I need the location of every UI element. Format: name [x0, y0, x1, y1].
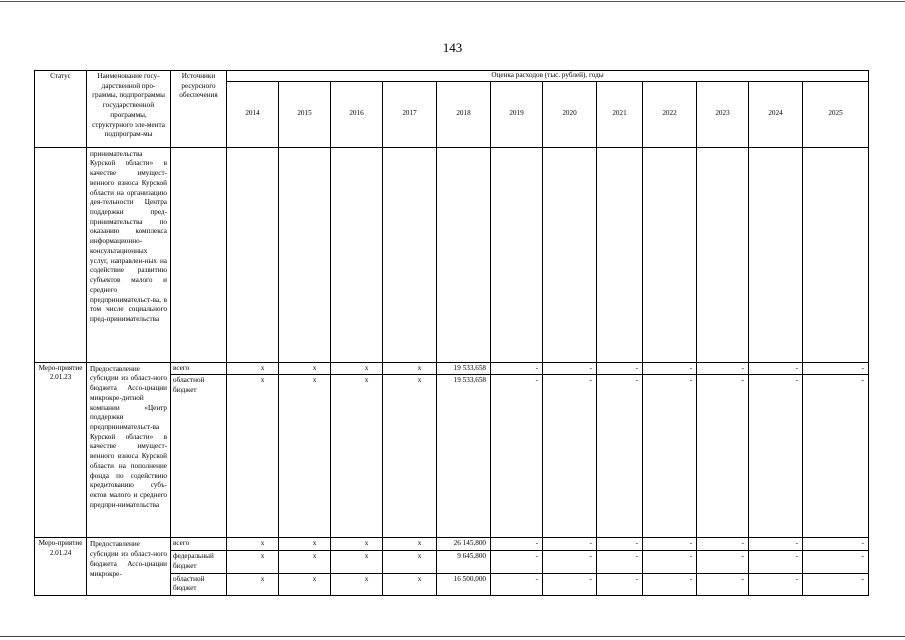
- continuation-name: принимательства Курской области» в качестве имущест-венного взноса Курской области на организацию дея-тельности Центра поддержки пред-принимательства по оказанию комплекса информационно-консультационных услуг, направлен-ных на содействие развитию субъектов малого и среднего предпринимательст-ва, в том числе социального пред-принимательства: [87, 147, 171, 362]
- value-2018: 26 145,800: [437, 538, 491, 551]
- status-cell: Меро-приятие 2.01.23: [35, 362, 87, 538]
- source-label: областной бюджет: [171, 573, 227, 595]
- year-2014: 2014: [227, 81, 279, 147]
- year-2016: 2016: [331, 81, 383, 147]
- year-2017: 2017: [383, 81, 437, 147]
- year-2015: 2015: [279, 81, 331, 147]
- page-number: 143: [442, 40, 463, 55]
- expense-table: [34, 70, 869, 596]
- source-label: всего: [171, 362, 227, 375]
- header-sources: Источники ресурсного обеспечения: [171, 71, 227, 148]
- year-2023: 2023: [697, 81, 749, 147]
- source-label: федеральный бюджет: [171, 551, 227, 573]
- year-2020: 2020: [543, 81, 597, 147]
- year-2018: 2018: [437, 81, 491, 147]
- year-2024: 2024: [749, 81, 803, 147]
- value-2018: 9 645,800: [437, 551, 491, 573]
- table-row: областной бюджет x x x x 19 533,658 - - - - - - -: [35, 375, 869, 538]
- header-status: Статус: [35, 71, 87, 148]
- year-2019: 2019: [491, 81, 543, 147]
- table-row: областной бюджет x x x x 16 500,000 - - - - - - -: [35, 573, 869, 595]
- header-estimate: Оценка расходов (тыс. рублей), годы: [227, 71, 869, 82]
- year-2022: 2022: [643, 81, 697, 147]
- value-2018: 19 533,658: [437, 362, 491, 375]
- table-row: федеральный бюджет x x x x 9 645,800 - - - - - - -: [35, 551, 869, 573]
- source-label: всего: [171, 538, 227, 551]
- value-2018: 19 533,658: [437, 375, 491, 538]
- source-label: областной бюджет: [171, 375, 227, 538]
- header-name: Наименование госу-дарственной про-граммы, подпрограммы государственной программы, структурного эле-мента подпрограм-мы: [87, 71, 171, 148]
- table-row: [35, 147, 869, 362]
- top-rule: [0, 1, 905, 3]
- bottom-rule: [0, 636, 905, 637]
- value-2018: 16 500,000: [437, 573, 491, 595]
- measure-name: Предоставление субсидии из област-ного бюджета Ассо-циации микрокре-: [87, 538, 171, 596]
- year-2025: 2025: [803, 81, 869, 147]
- status-cell: Меро-приятие 2.01.24: [35, 538, 87, 596]
- table-row: Меро-приятие 2.01.23 Предоставление субсидии из област-ного бюджета Ассо-циации микрокре-дитной компании «Центр поддержки предпринимательст-ва Курской области» в качестве имущест-венного взноса Курской области на пополнение фонда по содействию кредитованию субъ-ектов малого и среднего предпри-нимательства всего x x x x 19 533,658 - - - - - - -: [35, 362, 869, 375]
- table-row: Меро-приятие 2.01.24 Предоставление субсидии из област-ного бюджета Ассо-циации микрокре- всего x x x x 26 145,800 - - - - - - -: [35, 538, 869, 551]
- measure-name: Предоставление субсидии из област-ного бюджета Ассо-циации микрокре-дитной компании «Центр поддержки предпринимательст-ва Курской области» в качестве имущест-венного взноса Курской области на пополнение фонда по содействию кредитованию субъ-ектов малого и среднего предпри-нимательства: [87, 362, 171, 538]
- year-2021: 2021: [597, 81, 643, 147]
